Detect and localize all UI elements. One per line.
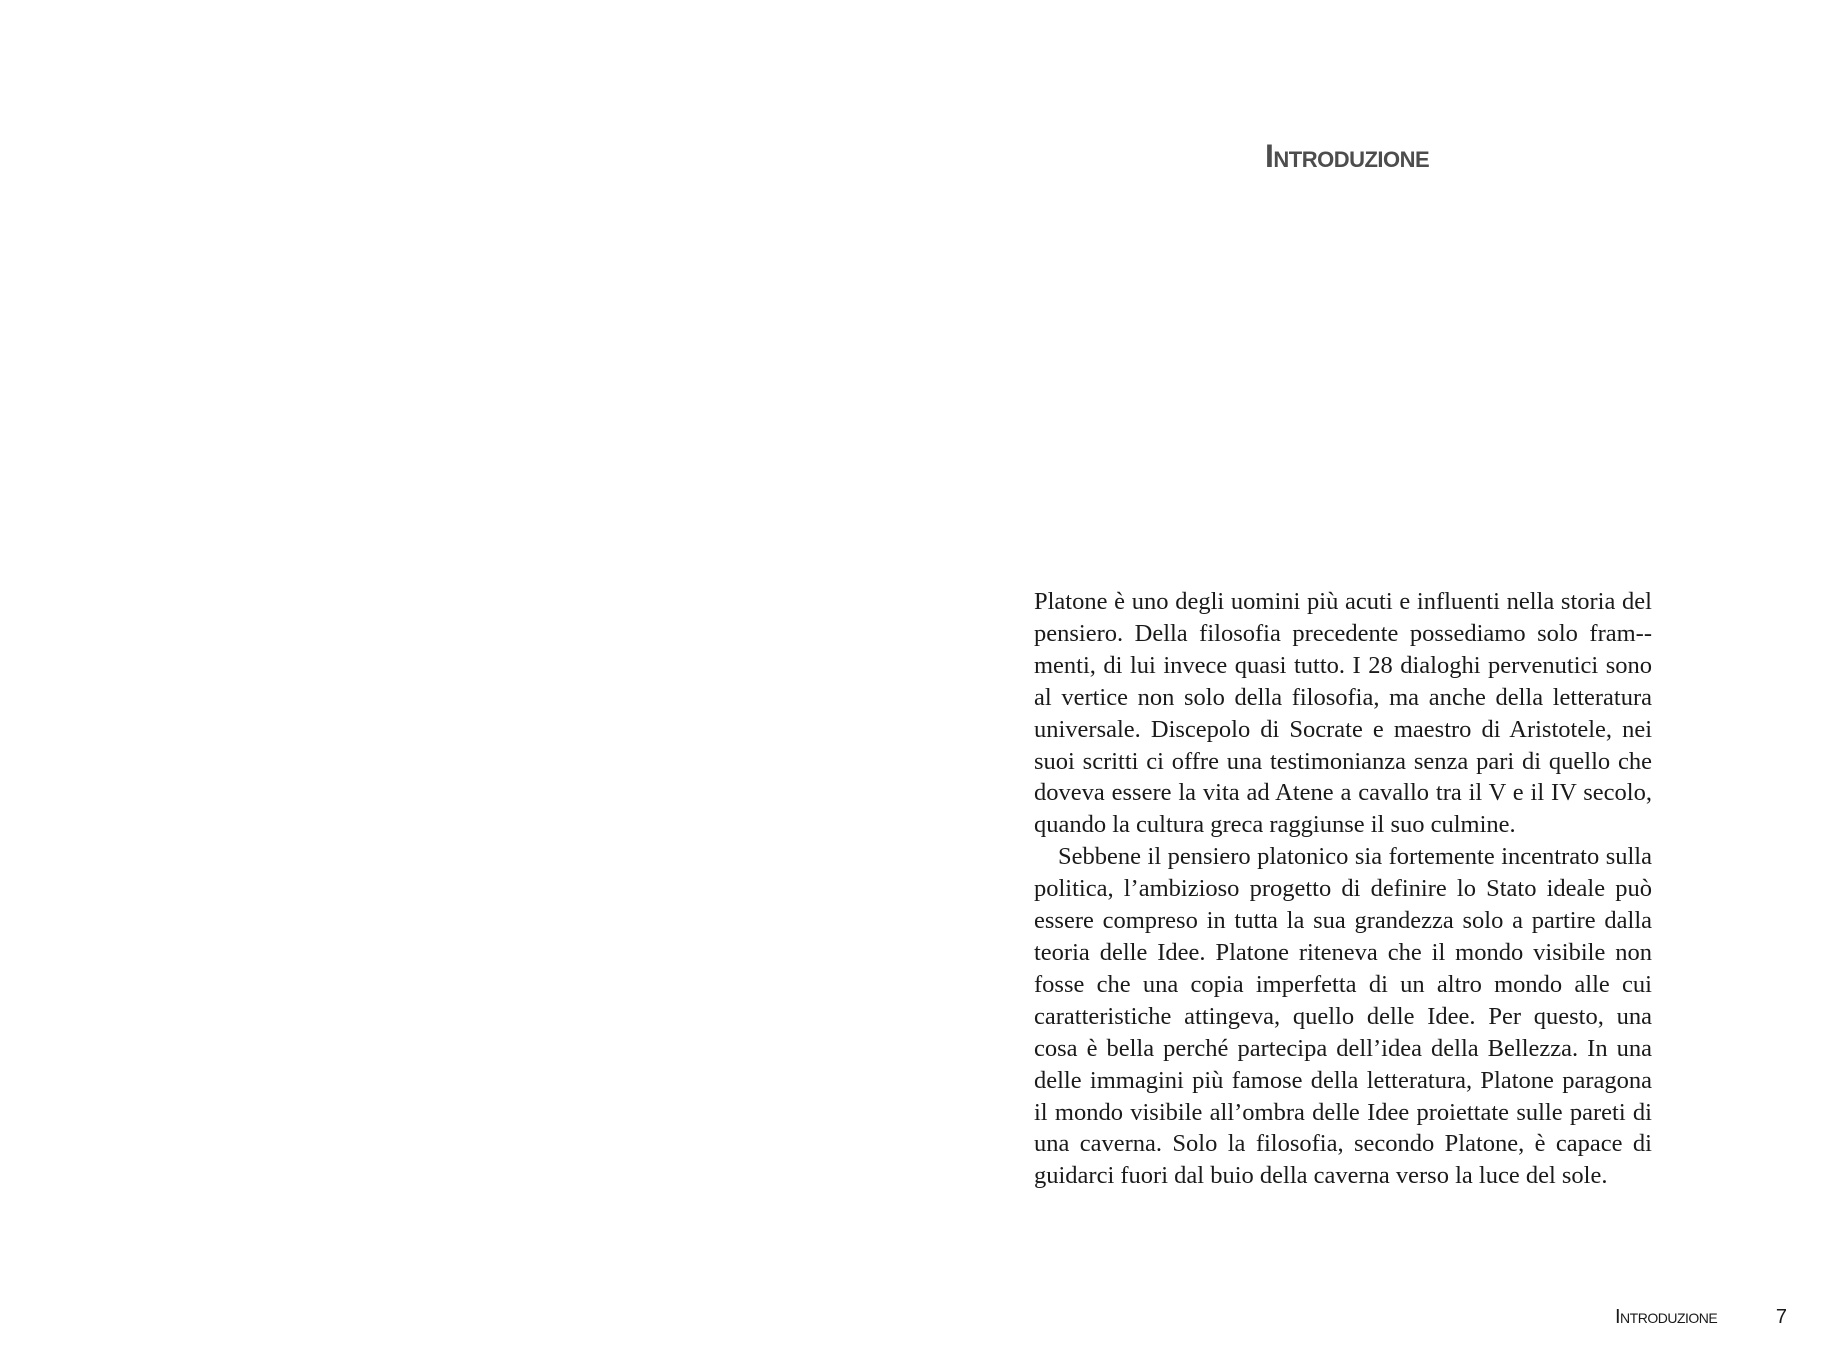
paragraph-1: Platone è uno degli uomini più acuti e influenti nella storia del pensiero. Della filosofia precedente possediamo solo fram-menti, di lui invece quasi tutto. I 28 dialoghi pervenutici sono al vertice non solo della filosofia, ma anche della letteratura universale. Discepolo di Socrate e maestro di Aristotele, nei suoi scritti ci offre una testimonianza senza pari di quello che doveva essere la vita ad Atene a cavallo tra il V e il IV secolo, quando la cultura greca raggiunse il suo culmine. xyxy=(1034,588,1652,839)
right-page xyxy=(915,0,1831,1370)
left-page-blank xyxy=(0,0,915,1370)
paragraph-2: Sebbene il pensiero platonico sia fortemente incentrato sulla politica, l’ambizioso progetto di definire lo Stato ideale può essere compreso in tutta la sua grandezza solo a partire dalla teoria delle Idee. Platone riteneva che il mondo visibile non fosse che una copia imperfetta di un altro mondo alle cui caratteristiche attingeva, quello delle Idee. Per questo, una cosa è bella perché partecipa dell’idea della Bellezza. In una delle immagini più famose della letteratura, Platone paragona il mondo visibile all’ombra delle Idee proiettate sulle pareti di una caverna. Solo la filosofia, secondo Platone, è capace di guidarci fuori dal buio della caverna verso la luce del sole. xyxy=(1034,843,1652,1190)
body-text xyxy=(1034,586,1652,1192)
chapter-title: Introduzione xyxy=(1265,138,1430,174)
page-number: 7 xyxy=(1775,1306,1787,1328)
footer-running-title: Introduzione xyxy=(1615,1306,1718,1328)
